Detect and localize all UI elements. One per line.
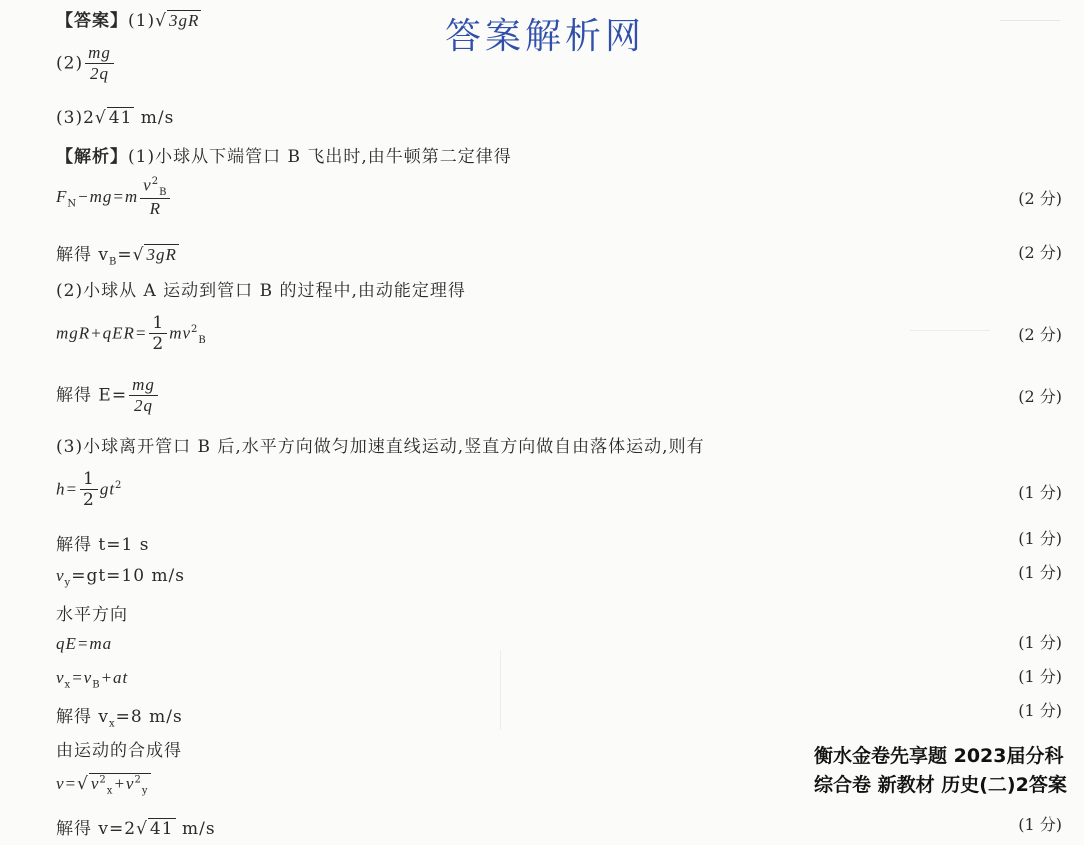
source-stamp: 衡水金卷先享题 2023届分科综合卷 新教材 历史(二)2答案 bbox=[814, 745, 1067, 796]
answer-p2-den: 2q bbox=[89, 63, 109, 83]
score-11: (1 分) bbox=[1018, 815, 1062, 834]
score-8: (1 分) bbox=[1018, 633, 1062, 652]
eq1-num-sup: 2 bbox=[151, 176, 160, 187]
eq1-mid: −mg=m bbox=[77, 187, 139, 207]
answer-p1-prefix: (1) bbox=[128, 11, 156, 31]
score-4: (2 分) bbox=[1018, 387, 1062, 406]
sol1-text: 解得 v bbox=[56, 245, 110, 265]
answer-p3-value: 41 bbox=[108, 108, 133, 128]
equation-vx bbox=[56, 668, 128, 690]
eq3-left: h= bbox=[56, 479, 78, 499]
score-6: (1 分) bbox=[1018, 529, 1062, 548]
vx-sub2: B bbox=[92, 679, 101, 691]
eq2-sup: 2 bbox=[191, 323, 199, 335]
answer-part-3: (3)2√ 41 m/s bbox=[56, 108, 175, 128]
sol2-den: 2q bbox=[133, 395, 153, 415]
eq3-num: 1 bbox=[80, 470, 98, 490]
sol-v-value: 41 bbox=[149, 819, 174, 839]
sol1-value: 3gR bbox=[146, 245, 177, 264]
eq-qe-text: qE=ma bbox=[56, 634, 113, 653]
score-1: (2 分) bbox=[1018, 189, 1062, 208]
sol2-fraction bbox=[129, 376, 158, 416]
eq1-fraction bbox=[140, 176, 170, 219]
score-9: (1 分) bbox=[1018, 667, 1062, 686]
answer-p3-prefix: (3)2 bbox=[56, 108, 95, 128]
solution-vb: 解得 $v_B=√$ 3gR bbox=[56, 245, 177, 268]
v-plus: +v bbox=[113, 774, 135, 793]
eq3-sup: 2 bbox=[115, 479, 123, 491]
eq2-fraction bbox=[149, 314, 167, 354]
v-term2-sup: 2 bbox=[134, 774, 142, 786]
equation-vy bbox=[56, 566, 185, 588]
answer-part-1: 【答案】(1)√ 3gR bbox=[56, 11, 200, 31]
v-term1-sub: x bbox=[106, 785, 114, 797]
score-5: (1 分) bbox=[1018, 483, 1062, 502]
sol-vx-rest: =8 m/s bbox=[115, 707, 183, 727]
v-sqrt bbox=[89, 773, 151, 797]
eq1-num bbox=[140, 176, 170, 199]
solution-vx bbox=[56, 702, 183, 729]
sol1-sub: B bbox=[109, 256, 118, 268]
eq3-right: gt bbox=[99, 479, 116, 499]
v-eq: v= bbox=[56, 774, 78, 793]
solution-t: 解得 t=1 s bbox=[56, 535, 150, 555]
vx-eq: =v bbox=[71, 668, 93, 687]
equation-freefall bbox=[56, 470, 122, 510]
analysis-label: 【解析】 bbox=[56, 147, 128, 167]
eq1-num-sub: B bbox=[159, 187, 168, 199]
answer-p3-unit: m/s bbox=[134, 108, 175, 128]
eq2-den: 2 bbox=[152, 333, 165, 354]
eq3-den: 2 bbox=[82, 489, 95, 510]
analysis-intro-3: (3)小球离开管口 B 后,水平方向做匀加速直线运动,竖直方向做自由落体运动,则有 bbox=[56, 437, 705, 457]
analysis-intro-1 bbox=[56, 142, 512, 167]
answer-p2-num: mg bbox=[85, 44, 114, 64]
sol-v-text: 解得 v=2 bbox=[56, 819, 137, 839]
v-term1: v bbox=[90, 774, 100, 793]
sol-vx-text: 解得 v bbox=[56, 707, 110, 727]
score-3: (2 分) bbox=[1018, 325, 1062, 344]
vy-rest: =gt=10 m/s bbox=[71, 566, 186, 586]
eq3-fraction bbox=[80, 470, 98, 510]
analysis-intro-2: (2)小球从 A 运动到管口 B 的过程中,由动能定理得 bbox=[56, 281, 466, 301]
sol2-num: mg bbox=[129, 376, 158, 396]
eq2-num: 1 bbox=[149, 314, 167, 334]
vy-sub: y bbox=[64, 577, 72, 589]
eq1-sub: N bbox=[67, 198, 78, 210]
eq1-left: F bbox=[56, 187, 68, 207]
vy-v: v bbox=[56, 566, 65, 585]
eq1-den: R bbox=[149, 199, 161, 219]
answer-p2-fraction bbox=[85, 44, 114, 84]
compose-label: 由运动的合成得 bbox=[56, 741, 182, 761]
eq2-right: mv bbox=[169, 323, 192, 343]
equation-newton bbox=[56, 176, 172, 219]
equation-v: v=√ $v^2_x+v^2_y$ bbox=[56, 774, 149, 797]
watermark-title: 答案解析网 bbox=[445, 16, 646, 57]
v-term2-sub: y bbox=[141, 785, 149, 797]
answer-p1-value: 3gR bbox=[168, 11, 200, 30]
score-10: (1 分) bbox=[1018, 701, 1062, 720]
sol2-text: 解得 E= bbox=[56, 385, 128, 406]
answer-p2-prefix: (2) bbox=[56, 53, 84, 74]
eq2-sub: B bbox=[198, 334, 207, 346]
answer-part-2 bbox=[56, 44, 116, 84]
eq1-num-v: v bbox=[143, 175, 152, 195]
score-2: (2 分) bbox=[1018, 243, 1062, 262]
vx-rest: +at bbox=[100, 668, 129, 687]
solution-e bbox=[56, 376, 160, 416]
analysis-intro-1-text: (1)小球从下端管口 B 飞出时,由牛顿第二定律得 bbox=[128, 147, 512, 167]
vx-v: v bbox=[56, 668, 65, 687]
vx-sub: x bbox=[64, 679, 72, 691]
sol-v-unit: m/s bbox=[175, 819, 216, 839]
answer-label: 【答案】 bbox=[56, 11, 128, 31]
equation-qe bbox=[56, 634, 112, 654]
sol-vx-sub: x bbox=[109, 718, 116, 730]
v-term1-sup: 2 bbox=[99, 774, 107, 786]
equation-energy bbox=[56, 314, 207, 354]
sol1-eq: = bbox=[117, 245, 133, 265]
solution-v: 解得 v=2√ 41 m/s bbox=[56, 819, 216, 839]
score-7: (1 分) bbox=[1018, 563, 1062, 582]
horizontal-label: 水平方向 bbox=[56, 605, 128, 625]
eq2-left: mgR+qER= bbox=[56, 323, 148, 343]
